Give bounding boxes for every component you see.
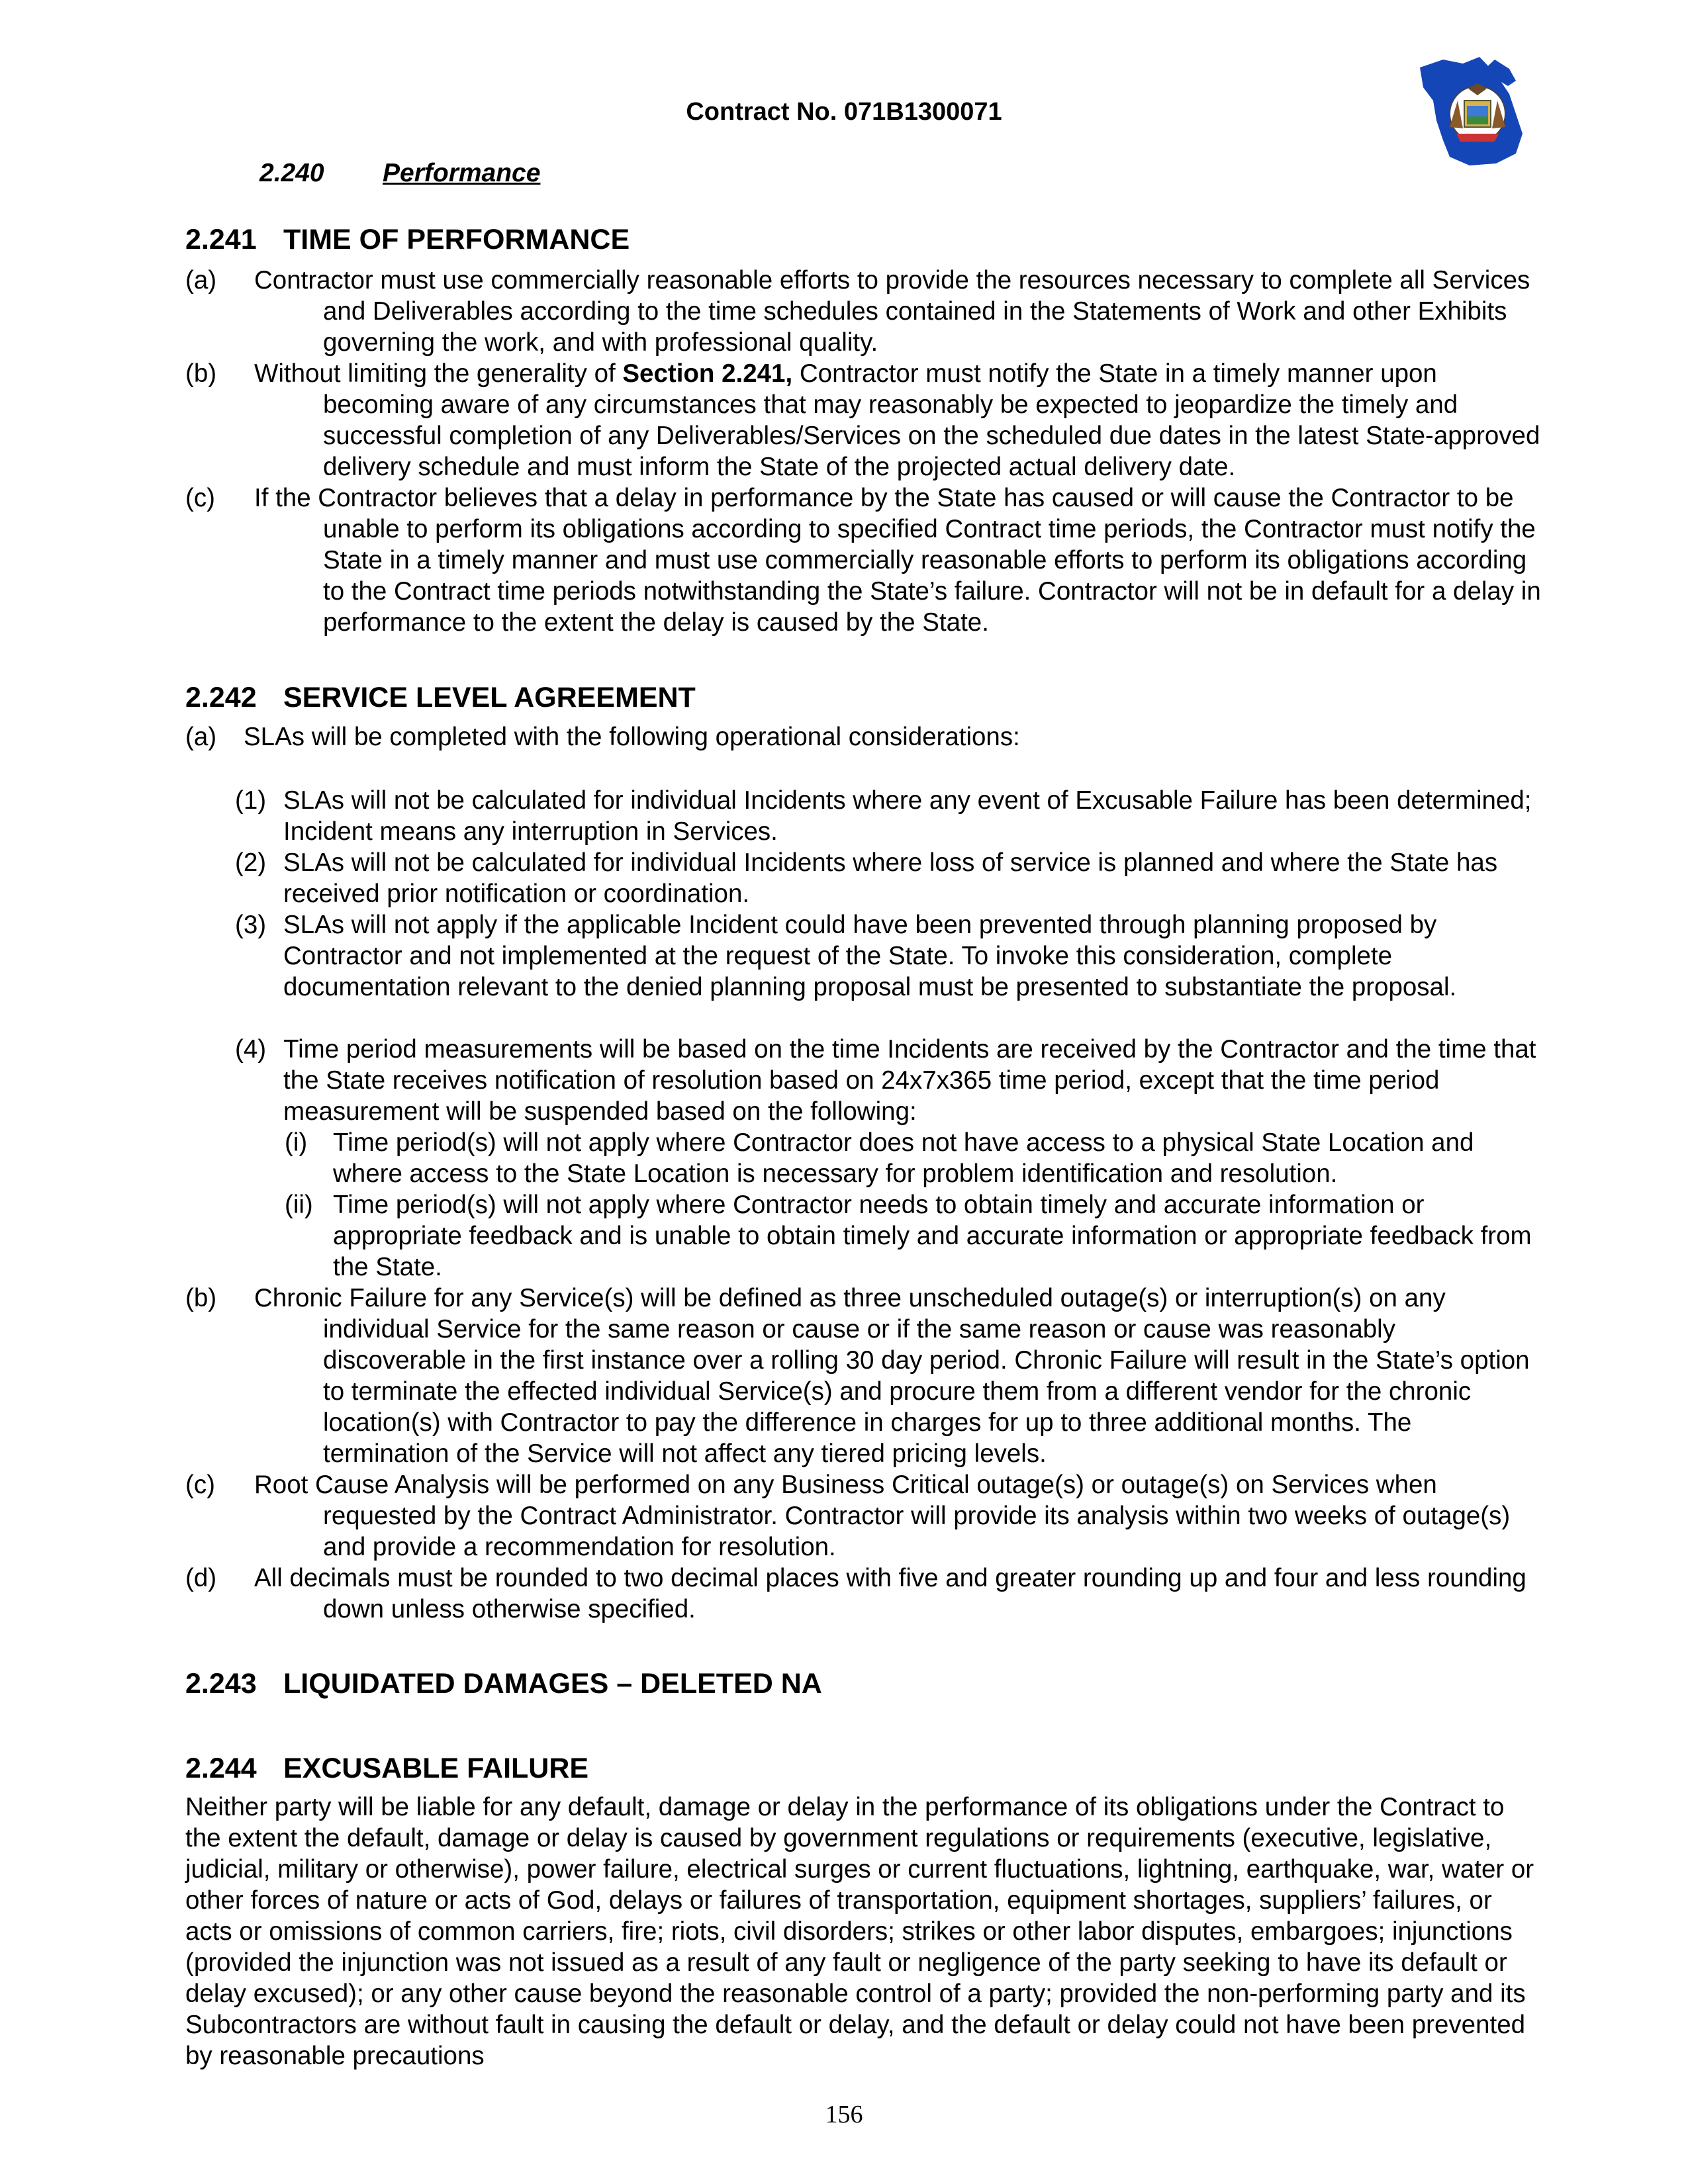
item-text: If the Contractor believes that a delay in performance by the State has caused or will cause the Contractor to be unable to perform its obligations according to specified Contract time periods, the Contractor must notify the State in a timely manner and must use commercially reasonable efforts to perform its obligations according to the Contract time periods notwithstanding the State’s failure. Contractor will not be in default for a delay in performance to the extent the delay is caused by the State. xyxy=(254,484,1541,637)
item-text: SLAs will be completed with the following operational considerations: xyxy=(244,723,1020,751)
item-text: Contractor must use commercially reasonable efforts to provide the resources necessary to complete all Services and Deliverables according to the time schedules contained in the Statements of Work and other Exhibits governing the work, and with professional quality. xyxy=(254,266,1530,357)
subsection-number: 2.240 xyxy=(259,159,324,187)
item-text: Time period measurements will be based on the time Incidents are received by the Contractor and the time that the State receives notification of resolution based on 24x7x365 time period, except that the time period measurement will be suspended based on the following: xyxy=(283,1035,1536,1126)
subsection-heading-2-240 xyxy=(259,158,540,189)
contract-number-header: Contract No. 071B1300071 xyxy=(686,98,1002,126)
list-item xyxy=(285,1127,1542,1189)
section-reference: Section 2.241, xyxy=(622,359,793,388)
page-number: 156 xyxy=(825,2101,863,2128)
section-title: SERVICE LEVEL AGREEMENT xyxy=(283,682,696,713)
item-label: (b) xyxy=(185,1284,217,1312)
section-heading-2-244 xyxy=(185,1751,588,1786)
section-number: 2.244 xyxy=(185,1752,257,1784)
item-label: (4) xyxy=(235,1035,267,1064)
section-title: EXCUSABLE FAILURE xyxy=(283,1752,589,1784)
section-heading-2-242 xyxy=(185,680,696,715)
item-label: (2) xyxy=(235,848,267,877)
subsection-title: Performance xyxy=(383,159,541,187)
item-text: All decimals must be rounded to two decimal places with five and greater rounding up and four and less rounding down unless otherwise specified. xyxy=(254,1564,1526,1623)
list-item xyxy=(185,482,1542,638)
item-text: Time period(s) will not apply where Contractor does not have access to a physical State Location and where access to the State Location is necessary for problem identification and resolution. xyxy=(333,1128,1474,1188)
list-item xyxy=(185,1469,1542,1563)
item-label: (3) xyxy=(235,911,267,939)
section-heading-2-243 xyxy=(185,1666,822,1701)
item-text-part: Without limiting the generality of xyxy=(254,359,623,388)
item-label: (c) xyxy=(185,484,215,512)
item-text: SLAs will not be calculated for individual Incidents where any event of Excusable Failure has been determined; Incident means any interruption in Services. xyxy=(283,786,1532,846)
list-item xyxy=(235,847,1546,909)
section-title: LIQUIDATED DAMAGES – DELETED NA xyxy=(283,1668,822,1700)
item-text xyxy=(254,358,1542,482)
item-label: (a) xyxy=(185,266,217,295)
item-label: (ii) xyxy=(285,1191,313,1219)
item-label: (c) xyxy=(185,1471,215,1499)
item-label: (i) xyxy=(285,1128,308,1157)
section-number: 2.241 xyxy=(185,224,257,255)
section-number: 2.243 xyxy=(185,1668,257,1700)
list-item xyxy=(185,265,1542,358)
section-heading-2-241 xyxy=(185,222,630,257)
list-item xyxy=(185,721,1542,752)
list-item xyxy=(185,1283,1542,1469)
item-label: (1) xyxy=(235,786,267,815)
item-text-part: Contractor must notify the State in a timely manner upon becoming aware of any circumstances that may reasonably be expected to jeopardize the timely and successful completion of any Deliverables/Services on the scheduled due dates in the latest State-approved delivery schedule and must inform the State of the projected actual delivery date. xyxy=(323,359,1540,481)
list-item xyxy=(235,1034,1546,1127)
item-text: Chronic Failure for any Service(s) will be defined as three unscheduled outage(s) or interruption(s) on any individual Service for the same reason or cause or if the same reason or cause was reasonably discoverable in the first instance over a rolling 30 day period. Chronic Failure will result in the State’s option to terminate the effected individual Service(s) and procure them from a different vendor for the chronic location(s) with Contractor to pay the difference in charges for up to three additional months. The termination of the Service will not affect any tiered pricing levels. xyxy=(254,1284,1530,1468)
section-number: 2.242 xyxy=(185,682,257,713)
item-text: Time period(s) will not apply where Contractor needs to obtain timely and accurate information or appropriate feedback and is unable to obtain timely and accurate information or appropriate feedback from the State. xyxy=(333,1191,1532,1281)
list-item xyxy=(235,909,1546,1003)
list-item xyxy=(235,785,1546,847)
list-item xyxy=(285,1189,1542,1283)
item-text: SLAs will not be calculated for individual Incidents where loss of service is planned and where the State has received prior notification or coordination. xyxy=(283,848,1498,908)
section-title: TIME OF PERFORMANCE xyxy=(283,224,630,255)
list-item xyxy=(185,1563,1542,1625)
item-label: (b) xyxy=(185,359,217,388)
list-item xyxy=(185,358,1542,482)
item-text: SLAs will not apply if the applicable Incident could have been prevented through planning proposed by Contractor and not implemented at the request of the State. To invoke this consideration, complete documentation relevant to the denied planning proposal must be presented to substantiate the proposal. xyxy=(283,911,1457,1001)
michigan-state-seal-icon xyxy=(1417,54,1536,167)
item-label: (a) xyxy=(185,723,217,751)
item-label: (d) xyxy=(185,1564,217,1592)
paragraph: Neither party will be liable for any default, damage or delay in the performance of its obligations under the Contract to the extent the default, damage or delay is caused by government regulations or requirements (executive, legislative, judicial, military or otherwise), power failure, electrical surges or current fluctuations, lightning, earthquake, war, water or other forces of nature or acts of God, delays or failures of transportation, equipment shortages, suppliers’ failures, or acts or omissions of common carriers, fire; riots, civil disorders; strikes or other labor disputes, embargoes; injunctions (provided the injunction was not issued as a result of any fault or negligence of the party seeking to have its default or delay excused); or any other cause beyond the reasonable control of a party; provided the non-performing party and its Subcontractors are without fault in causing the default or delay, and the default or delay could not have been prevented by reasonable precautions xyxy=(185,1793,1534,2070)
item-text: Root Cause Analysis will be performed on any Business Critical outage(s) or outage(s) on Services when requested by the Contract Administrator. Contractor will provide its analysis within two weeks of outage(s) and provide a recommendation for resolution. xyxy=(254,1471,1511,1561)
